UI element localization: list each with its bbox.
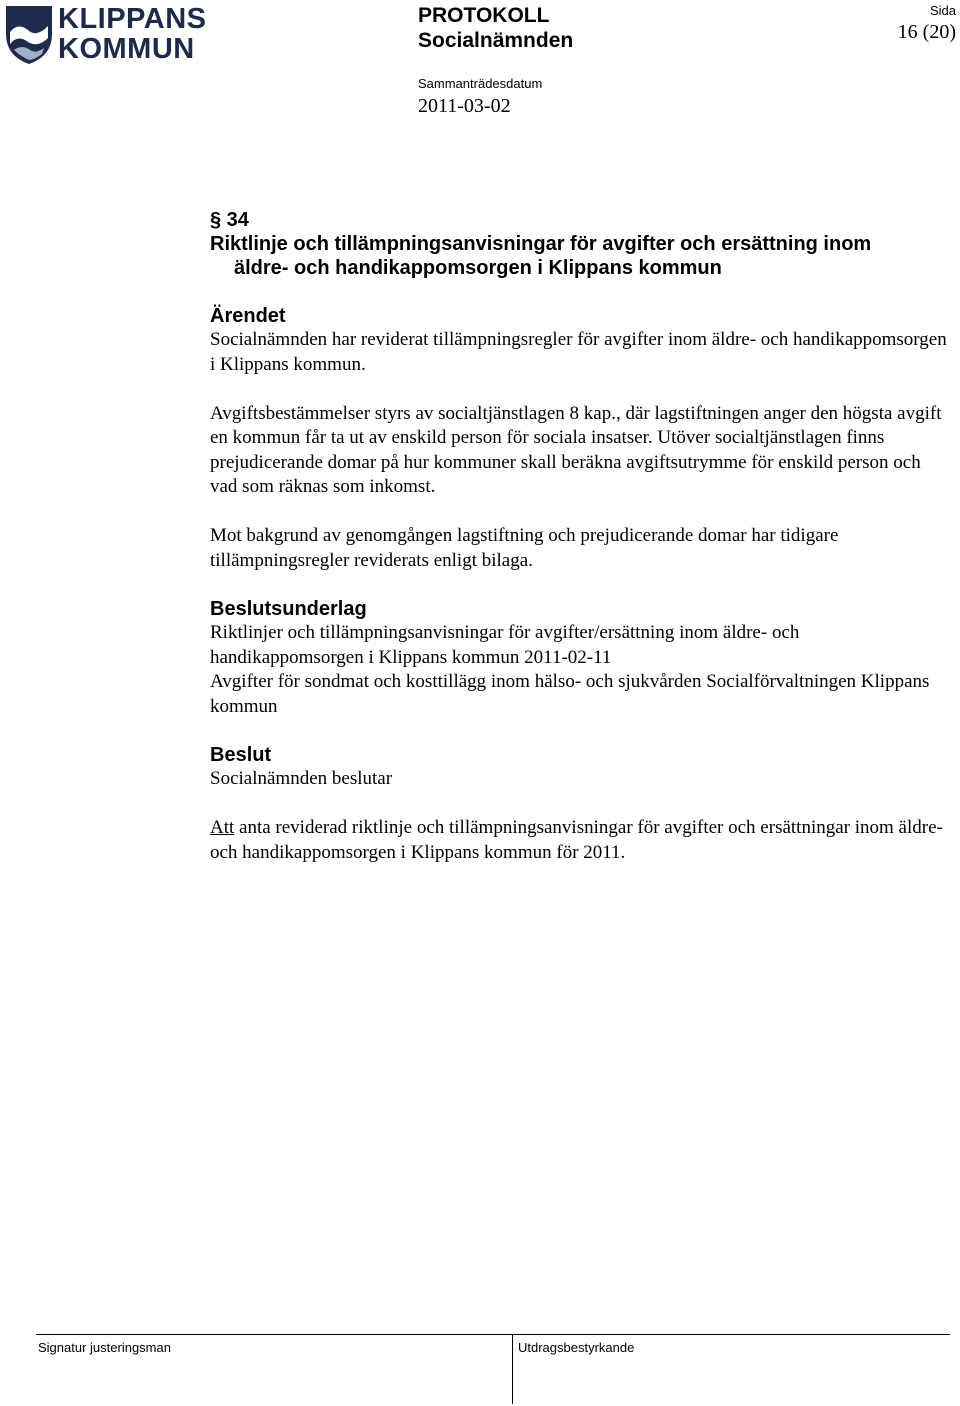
beslut-decision — [210, 816, 950, 865]
logo-wordmark — [58, 4, 206, 64]
protocol-body — [210, 208, 950, 865]
decision-text: anta reviderad riktlinje och tillämpningsanvisningar för avgifter och ersättningar inom äldre- och handikappomsorgen i Klippans kommun för 2011. — [210, 817, 943, 863]
beslutsunderlag-item-2: Avgifter för sondmat och kosttillägg inom hälso- och sjukvården Socialförvaltningen Klippans kommun — [210, 671, 930, 717]
footer-certification-label: Utdragsbestyrkande — [518, 1340, 635, 1355]
page-number: 16 (20) — [897, 21, 956, 43]
beslutsunderlag-heading: Beslutsunderlag — [210, 598, 367, 620]
committee-name: Socialnämnden — [418, 29, 574, 52]
att-keyword: Att — [210, 817, 235, 838]
beslut-heading: Beslut — [210, 744, 272, 766]
section-title — [210, 232, 950, 280]
arendet-paragraph-2: Avgiftsbestämmelser styrs av socialtjänstlagen 8 kap., där lagstiftningen anger den högsta avgift en kommun får ta ut av enskild person för sociala insatser. Utöver socialtjänstlagen finns prejudicerande domar på hur kommuner skall beräkna avgiftsutrymme för enskild person och vad som räknas som inkomst. — [210, 402, 942, 497]
section-title-line-2: äldre- och handikappomsorgen i Klippans kommun — [234, 257, 722, 279]
page-label: Sida — [929, 3, 956, 18]
logo-line-1: KLIPPANS — [58, 3, 207, 35]
section-title-line-1: Riktlinje och tillämpningsanvisningar för avgifter och ersättning inom — [210, 233, 872, 255]
beslutsunderlag-item-1: Riktlinjer och tillämpningsanvisningar för avgifter/ersättning inom äldre- och handikappomsorgen i Klippans kommun 2011-02-11 — [210, 622, 800, 668]
document-type: PROTOKOLL — [418, 4, 550, 27]
meeting-date-label: Sammanträdesdatum — [418, 76, 543, 91]
footer-divider — [512, 1334, 513, 1404]
logo-line-2: KOMMUN — [58, 33, 195, 65]
footer-rule — [36, 1334, 950, 1335]
footer-signature-label: Signatur justeringsman — [38, 1340, 171, 1355]
arendet-paragraph-3: Mot bakgrund av genomgången lagstiftning och prejudicerande domar har tidigare tillämpningsregler reviderats enligt bilaga. — [210, 525, 839, 571]
klippans-kommun-logo — [4, 4, 214, 66]
arendet-paragraph-1: Socialnämnden har reviderat tillämpningsregler för avgifter inom äldre- och handikappomsorgen i Klippans kommun. — [210, 329, 947, 375]
arendet-heading: Ärendet — [210, 305, 286, 327]
coat-of-arms-icon — [4, 4, 54, 66]
meeting-date: 2011-03-02 — [418, 95, 511, 117]
section-number: § 34 — [210, 209, 249, 231]
beslut-intro: Socialnämnden beslutar — [210, 768, 393, 789]
